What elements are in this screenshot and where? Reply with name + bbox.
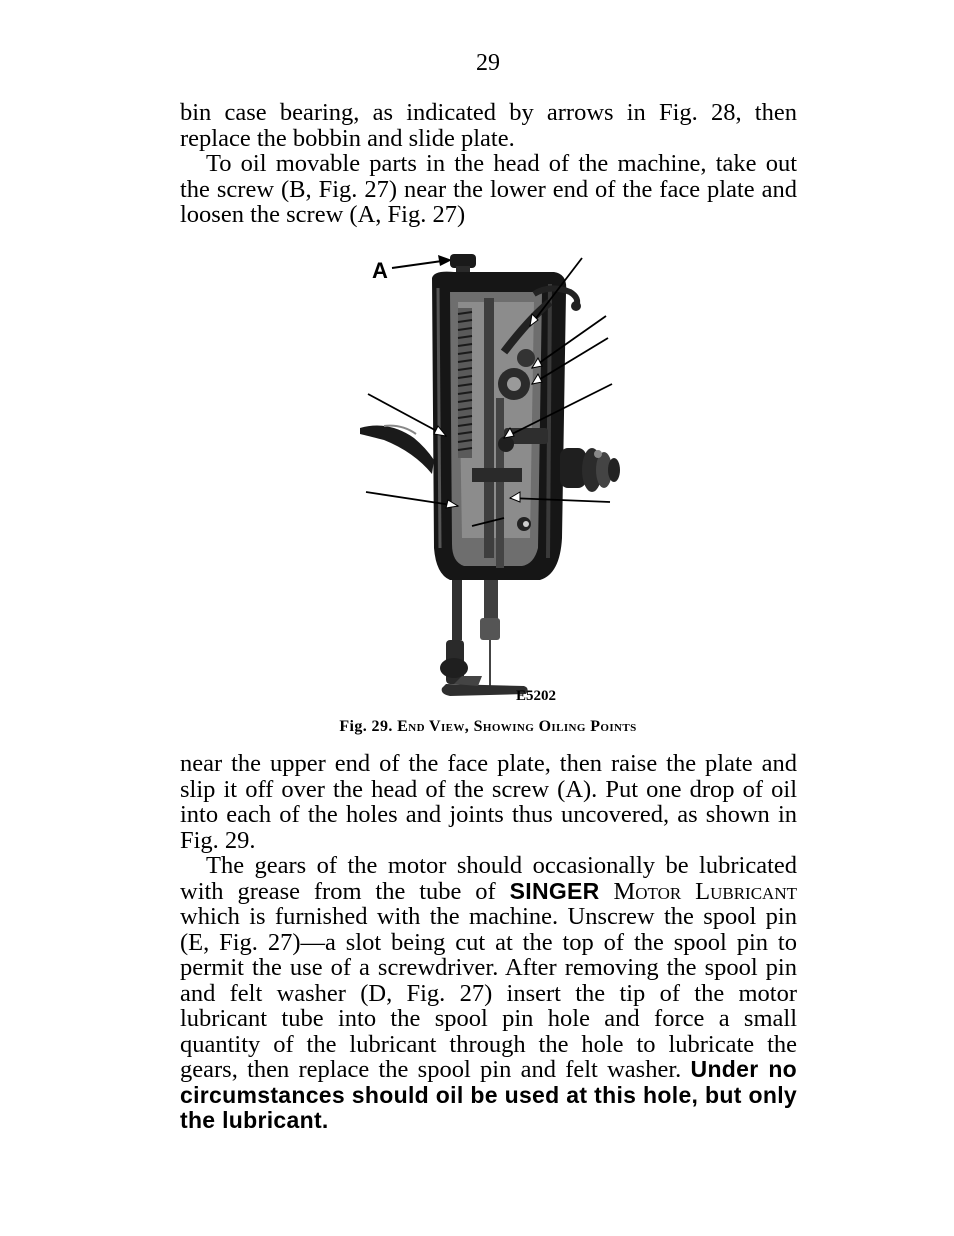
brand-name: SINGER [509, 877, 600, 904]
motor-gears-text-start: The gears of the motor should occasionally be lubricated with grease from the tube of [180, 852, 797, 905]
figure-caption [0, 718, 954, 736]
page-number: 29 [476, 50, 500, 76]
figure-caption-title: End View, Showing Oiling Points [397, 718, 637, 735]
machine-end-view-illustration [354, 248, 626, 708]
top-text-block [180, 100, 797, 228]
motor-gears-text-rest: which is furnished with the machine. Unscrew the spool pin (E, Fig. 27)—a slot being cut at the top of the spool pin to permit the use of a screwdriver. After removing the spool pin and felt washer (D, Fig. 27) insert the tip of the motor lubricant tube into the spool pin hole and force a small quantity of the lubricant through the hole to lubricate the gears, then replace the spool pin and felt washer. [180, 903, 797, 1083]
figure-label-a: A [372, 258, 388, 283]
figure-caption-number: Fig. 29. [339, 718, 393, 735]
paragraph-continuation: bin case bearing, as indicated by arrows in Fig. 28, then replace the bobbin and slide plate. [180, 99, 797, 152]
paragraph-motor-gears [180, 853, 797, 1134]
product-name: Motor Lubricant [613, 877, 797, 905]
paragraph-oil-head: To oil movable parts in the head of the machine, take out the screw (B, Fig. 27) near the lower end of the face plate and loosen the screw (A, Fig. 27) [180, 150, 797, 228]
paragraph-raise-plate: near the upper end of the face plate, then raise the plate and slip it off over the head of the screw (A). Put one drop of oil into each of the holes and joints thus uncovered, as shown in Fig. 29. [180, 750, 797, 854]
bottom-text-block [180, 751, 797, 1134]
figure-code: E5202 [516, 688, 557, 704]
lubricant-warning: Under no circumstances should oil be used at this hole, but only the lubricant. [180, 1056, 798, 1133]
